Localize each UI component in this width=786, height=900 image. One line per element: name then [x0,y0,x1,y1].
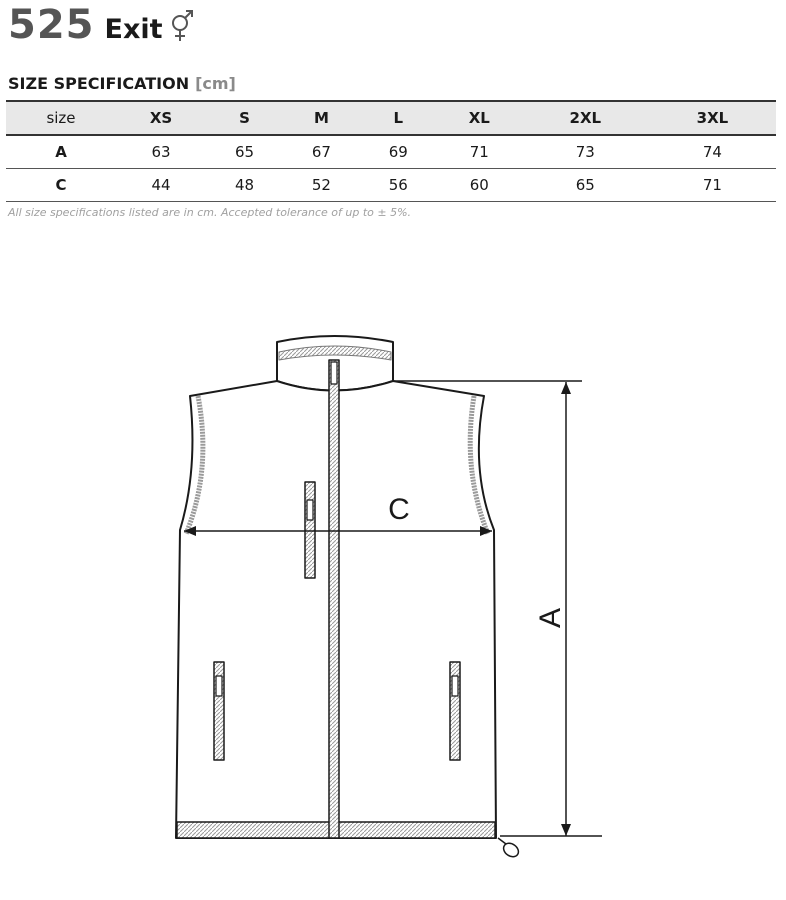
table-cell: 44 [151,176,171,194]
row-label: A [55,143,67,161]
model-name: Exit [104,14,163,45]
size-spec-title: SIZE SPECIFICATION [8,74,190,93]
column-header-2xl: 2XL [569,109,602,127]
column-header-xl: XL [468,109,490,127]
table-cell: 65 [234,143,255,161]
table-cell: 48 [234,176,255,194]
table-cell: 71 [702,176,722,194]
label-c: C [388,493,410,526]
table-cell: 67 [311,143,331,161]
size-spec-unit: [cm] [195,74,236,93]
table-cell: 52 [311,176,331,194]
table-cell: 73 [575,143,595,161]
column-header-xs: XS [149,109,173,127]
label-a: A [534,607,567,629]
vest-icon [176,336,521,860]
table-cell: 63 [151,143,171,161]
column-header-3xl: 3XL [696,109,729,127]
column-header-s: S [239,109,250,127]
table-cell: 74 [702,143,722,161]
table-cell: 65 [575,176,595,194]
column-header-size: size [46,109,76,127]
table-cell: 56 [388,176,408,194]
row-label: C [55,176,67,194]
table-cell: 71 [469,143,489,161]
tolerance-note: All size specifications listed are in cm. Accepted tolerance of up to ± 5%. [8,206,412,219]
table-cell: 69 [388,143,408,161]
column-header-l: L [393,109,404,127]
table-cell: 60 [469,176,489,194]
column-header-m: M [313,109,329,127]
model-number: 525 [8,2,95,48]
